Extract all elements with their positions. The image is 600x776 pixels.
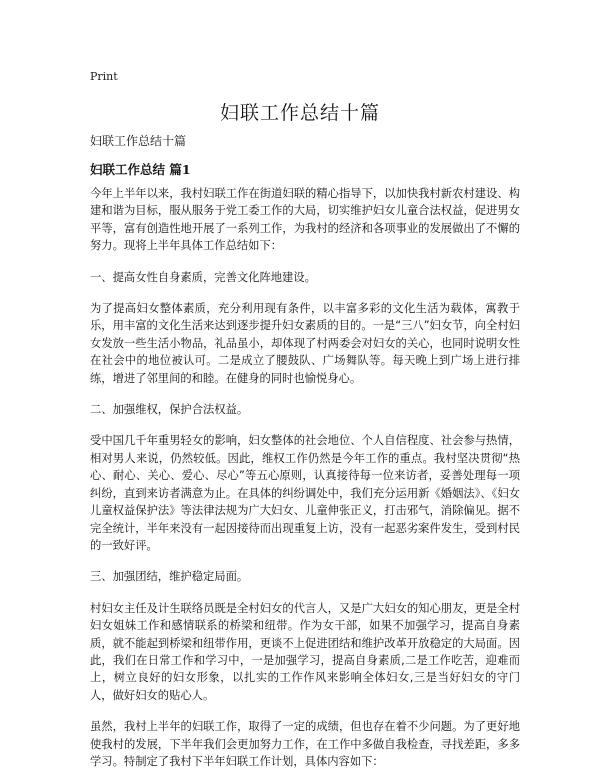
body-paragraph-5: 虽然，我村上半年的妇联工作，取得了一定的成绩，但也存在着不少问题。为了更好地使我村的发展，下半年我们会更加努力工作，在工作中多做自我检查，寻找差距，多多学习。特制定了我村下半年妇联工作计划，具体内容如下： bbox=[90, 720, 520, 768]
body-heading-3: 三、加强团结，维护稳定局面。 bbox=[90, 570, 249, 584]
body-paragraph-4: 村妇女主任及计生联络员既是全村妇女的代言人，又是广大妇女的知心朋友，更是全村妇女姐妹工作和感情联系的桥梁和纽带。作为女干部，如果不加强学习，提高自身素质，就不能起到桥梁和纽带作用，更谈不上促进团结和维护改革开放稳定的大局面。因此，我们在日常工作和学习中，一是加强学习，提高自身素质,二是工作吃苦，迎难而上，树立良好的妇女形象，以扎实的工作作风来影响全体妇女,三是当好妇女的守门人，做好妇女的贴心人。 bbox=[90, 601, 520, 702]
section-heading: 妇联工作总结 篇1 bbox=[90, 162, 191, 177]
page-title: 妇联工作总结十篇 bbox=[219, 102, 380, 124]
body-heading-2: 二、加强维权，保护合法权益。 bbox=[90, 403, 249, 417]
print-label: Print bbox=[90, 70, 118, 83]
body-heading-1: 一、提高女性自身素质，完善文化阵地建设。 bbox=[90, 270, 316, 284]
document-body bbox=[90, 185, 520, 776]
document-subtitle: 妇联工作总结十篇 bbox=[90, 134, 187, 148]
body-paragraph-2: 为了提高妇女整体素质，充分利用现有条件，以丰富多彩的文化生活为载体，寓教于乐，用丰富的文化生活来达到逐步提升妇女素质的目的。一是“三八”妇女节，向全村妇女发放一些生活小物品，礼品虽小，却体现了村两委会对妇女的关心，也同时说明女性在社会中的地位被认可。二是成立了腰鼓队、广场舞队等。每天晚上到广场上进行排练，增进了邻里间的和睦。在健身的同时也愉悦身心。 bbox=[90, 302, 520, 385]
body-paragraph-3: 受中国几千年重男轻女的影响，妇女整体的社会地位、个人自信程度、社会参与热情，相对男人来说，仍然较低。因此，维权工作仍然是今年工作的重点。我村坚决贯彻“热心、耐心、关心、爱心、尽心”等五心原则，认真接待每一位来访者，妥善处理每一项纠纷，直到来访者满意为止。在具体的纠纷调处中，我们充分运用新《婚姻法》、《妇女儿童权益保护法》等法律法规为广大妇女、儿童伸张正义，打击邪气，消除偏见。据不完全统计，半年来没有一起因接待而出现重复上访，没有一起恶劣案件发生，受到村民的一致好评。 bbox=[90, 434, 520, 552]
body-paragraph-1: 今年上半年以来，我村妇联工作在街道妇联的精心指导下，以加快我村新农村建设、构建和谐为目标，服从服务于党工委工作的大局，切实维护妇女儿童合法权益，促进男女平等，富有创造性地开展了一系列工作，为我村的经济和各项事业的发展做出了不懈的努力。现将上半年具体工作总结如下： bbox=[90, 187, 520, 253]
